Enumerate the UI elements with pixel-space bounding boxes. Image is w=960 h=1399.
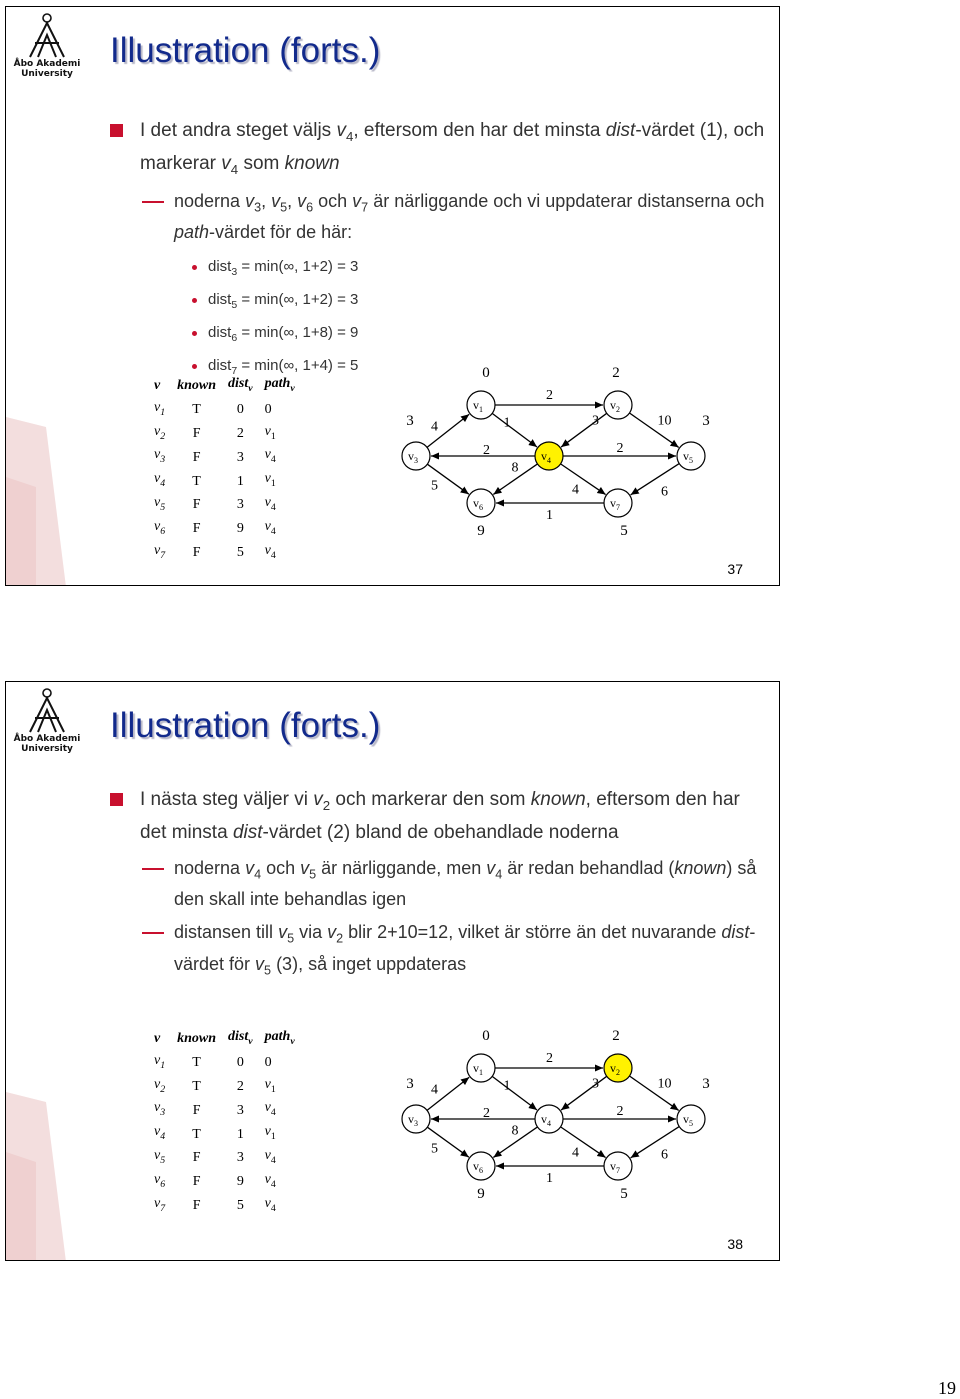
edge-weight: 2 bbox=[483, 1106, 490, 1121]
table-row bbox=[146, 422, 301, 446]
cell-dist: 3 bbox=[236, 1150, 244, 1166]
graph-node-v2 bbox=[604, 365, 632, 419]
node-distance-label: 3 bbox=[702, 413, 710, 429]
cell-vertex: $v_1$ bbox=[154, 1052, 166, 1071]
svg-text:v2: $v_2$ bbox=[610, 1061, 620, 1077]
cell-known: F bbox=[192, 1150, 201, 1166]
graph-node-v7 bbox=[604, 489, 632, 539]
node-distance-label: 9 bbox=[477, 523, 485, 539]
university-logo-icon bbox=[24, 688, 70, 734]
cell-known: T bbox=[192, 402, 201, 418]
table-row bbox=[146, 1194, 301, 1218]
logo-name: Åbo Akademi bbox=[13, 59, 81, 69]
edge-v2-v4 bbox=[561, 413, 607, 447]
edge-weight: 3 bbox=[592, 1076, 599, 1092]
edge-v4-v7 bbox=[561, 464, 606, 495]
cell-dist: 3 bbox=[236, 449, 244, 465]
table-row bbox=[146, 1098, 301, 1122]
cell-known: F bbox=[192, 544, 201, 560]
logo-subtitle: University bbox=[21, 744, 73, 754]
svg-text:v3: $v_3$ bbox=[408, 1112, 418, 1128]
node-distance-label: 2 bbox=[612, 1028, 620, 1044]
cell-path: $v_1$ bbox=[264, 471, 276, 489]
edge-weight: 8 bbox=[511, 460, 519, 476]
cell-known: F bbox=[192, 449, 201, 465]
cell-vertex: $v_3$ bbox=[154, 1100, 166, 1119]
edge-v5-v7 bbox=[631, 1127, 680, 1158]
graph-node-v1 bbox=[467, 365, 495, 419]
column-header-path: path$_v$ bbox=[264, 1029, 295, 1047]
edge-v1-v4 bbox=[492, 1076, 537, 1110]
table-row bbox=[146, 1075, 301, 1099]
svg-text:v4: $v_4$ bbox=[541, 449, 551, 465]
bullet-level3: dist$_5$ = min(∞, 1+2) = 3 bbox=[110, 286, 770, 319]
cell-path: $v_4$ bbox=[264, 494, 276, 513]
svg-text:v7: $v_7$ bbox=[610, 496, 620, 512]
cell-known: F bbox=[192, 1174, 201, 1190]
university-logo-icon bbox=[24, 13, 70, 59]
edge-weight: 8 bbox=[511, 1123, 519, 1139]
table-row bbox=[146, 445, 301, 469]
table-row bbox=[146, 517, 301, 541]
document-page-number: 19 bbox=[938, 1378, 956, 1398]
dot-bullet-icon bbox=[192, 331, 197, 336]
svg-text:v6: $v_6$ bbox=[473, 496, 483, 512]
column-header-v: v bbox=[154, 1031, 161, 1047]
node-distance-label: 2 bbox=[612, 365, 620, 381]
bullet-level1: I det andra steget väljs $v_4$, eftersom den har det minsta dist-värdet (1), och markerar $v_4$ som known bbox=[110, 117, 770, 183]
edge-weight: 4 bbox=[431, 419, 438, 435]
square-bullet-icon bbox=[110, 124, 123, 137]
node-distance-label: 0 bbox=[482, 365, 490, 381]
svg-text:v2: $v_2$ bbox=[610, 398, 620, 414]
edge-weight: 2 bbox=[616, 1104, 624, 1119]
dash-bullet-icon bbox=[142, 201, 164, 203]
cell-vertex: $v_6$ bbox=[154, 1171, 166, 1190]
column-header-known: known bbox=[177, 378, 217, 394]
cell-vertex: $v_4$ bbox=[154, 1124, 166, 1142]
graph-node-v1 bbox=[467, 1028, 495, 1082]
svg-text:v7: $v_7$ bbox=[610, 1159, 620, 1175]
bullet-level3: dist$_3$ = min(∞, 1+2) = 3 bbox=[110, 253, 770, 286]
bullet-level3: dist$_7$ = min(∞, 1+4) = 5 bbox=[110, 352, 770, 385]
cell-path: 0 bbox=[264, 1055, 272, 1071]
table-row bbox=[146, 1170, 301, 1194]
cell-dist: 5 bbox=[236, 1197, 244, 1213]
edge-weight: 4 bbox=[431, 1082, 438, 1098]
cell-path: $v_4$ bbox=[264, 518, 276, 537]
graph-node-v3 bbox=[402, 1076, 430, 1133]
cell-path: 0 bbox=[264, 402, 272, 418]
cell-dist: 1 bbox=[236, 1126, 244, 1142]
cell-known: F bbox=[192, 521, 201, 537]
dot-bullet-icon bbox=[192, 265, 197, 270]
edge-weight: 3 bbox=[592, 413, 599, 429]
page-number: 37 bbox=[727, 561, 743, 577]
graph-node-v5 bbox=[677, 413, 710, 470]
table-row bbox=[146, 541, 301, 565]
slide-37 bbox=[5, 6, 780, 586]
university-logo bbox=[12, 688, 82, 754]
cell-dist: 2 bbox=[236, 425, 244, 441]
table-row bbox=[146, 398, 301, 422]
bullet-level2: distansen till $v_5$ via $v_2$ blir 2+10=12, vilket är större än det nuvarande dist-värdet för $v_5$ (3), så inget uppdateras bbox=[110, 920, 770, 983]
bullet-level2: noderna $v_3$, $v_5$, $v_6$ och $v_7$ är närliggande och vi uppdaterar distanserna och path-värdet för de här: bbox=[110, 189, 770, 246]
svg-text:v6: $v_6$ bbox=[473, 1159, 483, 1175]
cell-vertex: $v_5$ bbox=[154, 494, 166, 513]
edge-weight: 4 bbox=[572, 1145, 579, 1161]
edge-v4-v7 bbox=[561, 1127, 606, 1158]
cell-known: F bbox=[192, 497, 201, 513]
bullet-level3: dist$_6$ = min(∞, 1+8) = 9 bbox=[110, 319, 770, 352]
svg-text:v1: $v_1$ bbox=[473, 1061, 483, 1077]
cell-known: F bbox=[192, 1197, 201, 1213]
cell-path: $v_4$ bbox=[264, 1100, 276, 1119]
svg-text:v5: $v_5$ bbox=[683, 1112, 693, 1128]
cell-known: T bbox=[192, 1055, 201, 1071]
bullet-level1: I nästa steg väljer vi $v_2$ och markerar den som known, eftersom den har det minsta dist-värdet (2) bland de obehandlade noderna bbox=[110, 786, 770, 846]
cell-path: $v_4$ bbox=[264, 1147, 276, 1166]
cell-dist: 1 bbox=[236, 473, 244, 489]
background-watermark bbox=[6, 7, 106, 586]
graph-node-v5 bbox=[677, 1076, 710, 1133]
university-logo bbox=[12, 13, 82, 79]
graph-node-v4 bbox=[535, 442, 563, 470]
logo-subtitle: University bbox=[21, 69, 73, 79]
graph-node-v6 bbox=[467, 489, 495, 539]
cell-vertex: $v_5$ bbox=[154, 1147, 166, 1166]
slide-title: Illustration (forts.) bbox=[110, 31, 381, 70]
node-distance-label: 0 bbox=[482, 1028, 490, 1044]
edge-weight: 5 bbox=[431, 478, 438, 494]
graph-diagram bbox=[386, 363, 746, 543]
table-header-row bbox=[146, 1027, 301, 1051]
cell-known: T bbox=[192, 1078, 201, 1094]
cell-vertex: $v_6$ bbox=[154, 518, 166, 537]
graph-node-v7 bbox=[604, 1152, 632, 1202]
graph-diagram bbox=[386, 1026, 746, 1206]
column-header-known: known bbox=[177, 1031, 217, 1047]
cell-path: $v_4$ bbox=[264, 447, 276, 466]
edge-weight: 2 bbox=[616, 441, 624, 456]
cell-vertex: $v_1$ bbox=[154, 399, 166, 418]
dash-bullet-icon bbox=[142, 868, 164, 870]
graph-node-v3 bbox=[402, 413, 430, 470]
cell-dist: 0 bbox=[236, 402, 244, 418]
svg-text:v1: $v_1$ bbox=[473, 398, 483, 414]
column-header-path: path$_v$ bbox=[264, 376, 295, 394]
node-distance-label: 3 bbox=[406, 413, 414, 429]
column-header-dist: dist$_v$ bbox=[228, 1029, 253, 1047]
dijkstra-table bbox=[146, 1027, 301, 1217]
cell-known: F bbox=[192, 425, 201, 441]
graph-node-v2 bbox=[604, 1028, 632, 1082]
cell-path: $v_4$ bbox=[264, 542, 276, 561]
slide-title: Illustration (forts.) bbox=[110, 706, 381, 745]
dot-bullet-icon bbox=[192, 298, 197, 303]
edge-weight: 6 bbox=[661, 484, 668, 500]
page-number: 38 bbox=[727, 1236, 743, 1252]
table-row bbox=[146, 1146, 301, 1170]
cell-vertex: $v_2$ bbox=[154, 423, 166, 442]
cell-known: F bbox=[192, 1102, 201, 1118]
edge-weight: 1 bbox=[503, 415, 511, 431]
background-watermark bbox=[6, 682, 106, 1261]
slide-content bbox=[110, 117, 770, 385]
square-bullet-icon bbox=[110, 793, 123, 806]
edge-weight: 6 bbox=[661, 1147, 668, 1163]
cell-path: $v_1$ bbox=[264, 1124, 276, 1142]
slide-38 bbox=[5, 681, 780, 1261]
dash-bullet-icon bbox=[142, 932, 164, 934]
edge-weight: 10 bbox=[657, 1076, 672, 1092]
cell-vertex: $v_3$ bbox=[154, 447, 166, 466]
cell-dist: 3 bbox=[236, 1102, 244, 1118]
cell-dist: 0 bbox=[236, 1055, 244, 1071]
cell-vertex: $v_2$ bbox=[154, 1076, 166, 1095]
edge-weight: 4 bbox=[572, 482, 579, 498]
cell-dist: 2 bbox=[236, 1078, 244, 1094]
edge-weight: 2 bbox=[546, 388, 553, 403]
edge-weight: 1 bbox=[503, 1078, 511, 1094]
cell-path: $v_4$ bbox=[264, 1195, 276, 1214]
table-row bbox=[146, 1122, 301, 1146]
graph-node-v6 bbox=[467, 1152, 495, 1202]
svg-text:v3: $v_3$ bbox=[408, 449, 418, 465]
cell-dist: 5 bbox=[236, 544, 244, 560]
dijkstra-table bbox=[146, 374, 301, 564]
cell-path: $v_1$ bbox=[264, 423, 276, 442]
bullet-level2: noderna $v_4$ och $v_5$ är närliggande, men $v_4$ är redan behandlad (known) så den skall inte behandlas igen bbox=[110, 856, 770, 913]
edge-v2-v4 bbox=[561, 1076, 607, 1110]
cell-dist: 9 bbox=[236, 1174, 244, 1190]
logo-name: Åbo Akademi bbox=[13, 734, 81, 744]
node-distance-label: 9 bbox=[477, 1186, 485, 1202]
edge-weight: 5 bbox=[431, 1141, 438, 1157]
cell-path: $v_4$ bbox=[264, 1171, 276, 1190]
column-header-dist: dist$_v$ bbox=[228, 376, 253, 394]
edge-weight: 2 bbox=[483, 443, 490, 458]
cell-vertex: $v_7$ bbox=[154, 1195, 166, 1214]
cell-known: T bbox=[192, 473, 201, 489]
cell-path: $v_1$ bbox=[264, 1076, 276, 1095]
svg-text:v4: $v_4$ bbox=[541, 1112, 551, 1128]
cell-vertex: $v_7$ bbox=[154, 542, 166, 561]
table-row bbox=[146, 1051, 301, 1075]
edge-weight: 10 bbox=[657, 413, 672, 429]
svg-text:v5: $v_5$ bbox=[683, 449, 693, 465]
edge-v5-v7 bbox=[631, 464, 680, 495]
cell-dist: 3 bbox=[236, 497, 244, 513]
graph-node-v4 bbox=[535, 1105, 563, 1133]
edge-weight: 2 bbox=[546, 1051, 553, 1066]
node-distance-label: 3 bbox=[406, 1076, 414, 1092]
node-distance-label: 3 bbox=[702, 1076, 710, 1092]
slide-content bbox=[110, 786, 770, 992]
table-row bbox=[146, 469, 301, 493]
table-row bbox=[146, 493, 301, 517]
table-header-row bbox=[146, 374, 301, 398]
dot-bullet-icon bbox=[192, 364, 197, 369]
edge-weight: 1 bbox=[546, 1171, 553, 1186]
column-header-v: v bbox=[154, 378, 161, 394]
cell-known: T bbox=[192, 1126, 201, 1142]
edge-v1-v4 bbox=[492, 413, 537, 447]
cell-vertex: $v_4$ bbox=[154, 471, 166, 489]
edge-weight: 1 bbox=[546, 508, 553, 523]
node-distance-label: 5 bbox=[620, 523, 628, 539]
node-distance-label: 5 bbox=[620, 1186, 628, 1202]
cell-dist: 9 bbox=[236, 521, 244, 537]
